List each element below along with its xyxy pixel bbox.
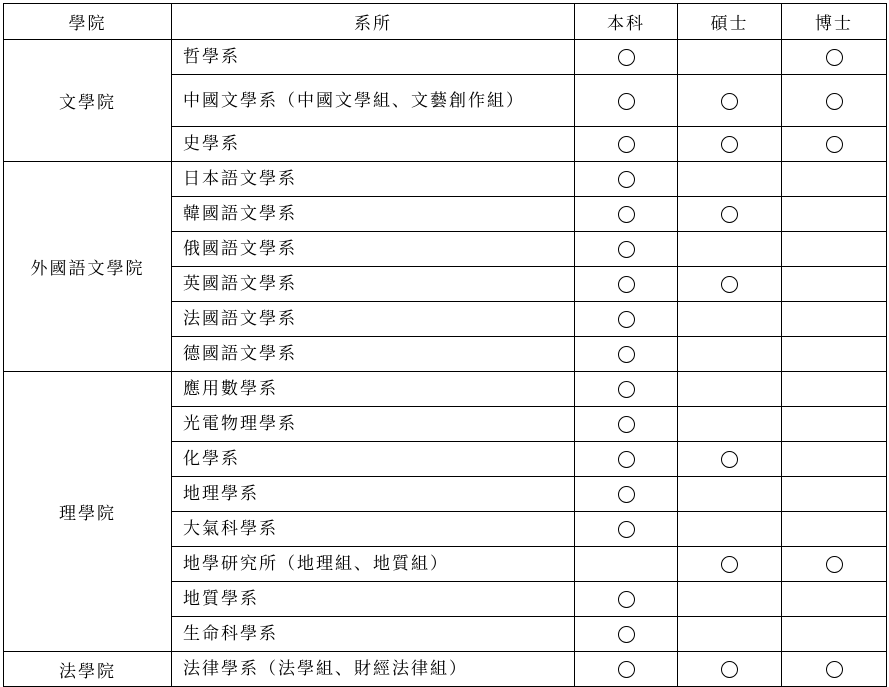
table-body bbox=[4, 40, 887, 687]
offered-circle-icon bbox=[721, 93, 738, 110]
department-name: 地理學系 bbox=[172, 477, 575, 512]
offered-circle-icon bbox=[826, 93, 843, 110]
offered-circle-icon bbox=[618, 591, 635, 608]
bachelor-cell bbox=[575, 40, 678, 75]
department-name: 韓國語文學系 bbox=[172, 197, 575, 232]
offered-circle-icon bbox=[618, 451, 635, 468]
offered-circle-icon bbox=[721, 206, 738, 223]
bachelor-cell bbox=[575, 232, 678, 267]
bachelor-cell bbox=[575, 512, 678, 547]
table-row bbox=[4, 652, 887, 687]
department-name: 地質學系 bbox=[172, 582, 575, 617]
offered-circle-icon bbox=[826, 49, 843, 66]
doctor-cell bbox=[782, 442, 887, 477]
doctor-cell bbox=[782, 617, 887, 652]
offered-circle-icon bbox=[618, 276, 635, 293]
master-cell bbox=[678, 547, 782, 582]
programs-table bbox=[3, 3, 887, 687]
doctor-cell bbox=[782, 547, 887, 582]
doctor-cell bbox=[782, 267, 887, 302]
master-cell bbox=[678, 302, 782, 337]
doctor-cell bbox=[782, 407, 887, 442]
doctor-cell bbox=[782, 127, 887, 162]
doctor-cell bbox=[782, 162, 887, 197]
doctor-cell bbox=[782, 337, 887, 372]
master-cell bbox=[678, 162, 782, 197]
department-name: 法律學系（法學組、財經法律組） bbox=[172, 652, 575, 687]
offered-circle-icon bbox=[618, 381, 635, 398]
offered-circle-icon bbox=[826, 136, 843, 153]
department-name: 生命科學系 bbox=[172, 617, 575, 652]
master-cell bbox=[678, 337, 782, 372]
offered-circle-icon bbox=[618, 93, 635, 110]
department-name: 大氣科學系 bbox=[172, 512, 575, 547]
bachelor-cell bbox=[575, 477, 678, 512]
master-cell bbox=[678, 232, 782, 267]
offered-circle-icon bbox=[721, 451, 738, 468]
bachelor-cell bbox=[575, 337, 678, 372]
master-cell bbox=[678, 407, 782, 442]
department-name: 化學系 bbox=[172, 442, 575, 477]
master-cell bbox=[678, 267, 782, 302]
master-cell bbox=[678, 442, 782, 477]
college-name: 外國語文學院 bbox=[4, 162, 172, 372]
offered-circle-icon bbox=[826, 556, 843, 573]
master-cell bbox=[678, 477, 782, 512]
bachelor-cell bbox=[575, 162, 678, 197]
offered-circle-icon bbox=[618, 416, 635, 433]
offered-circle-icon bbox=[826, 661, 843, 678]
offered-circle-icon bbox=[618, 241, 635, 258]
offered-circle-icon bbox=[618, 486, 635, 503]
offered-circle-icon bbox=[618, 311, 635, 328]
doctor-cell bbox=[782, 232, 887, 267]
doctor-cell bbox=[782, 477, 887, 512]
department-name: 法國語文學系 bbox=[172, 302, 575, 337]
bachelor-cell bbox=[575, 372, 678, 407]
doctor-cell bbox=[782, 652, 887, 687]
header-doctor: 博士 bbox=[782, 4, 887, 40]
doctor-cell bbox=[782, 197, 887, 232]
table-row bbox=[4, 372, 887, 407]
master-cell bbox=[678, 582, 782, 617]
department-name: 德國語文學系 bbox=[172, 337, 575, 372]
header-department: 系所 bbox=[172, 4, 575, 40]
offered-circle-icon bbox=[618, 206, 635, 223]
doctor-cell bbox=[782, 512, 887, 547]
bachelor-cell bbox=[575, 267, 678, 302]
college-name: 理學院 bbox=[4, 372, 172, 652]
doctor-cell bbox=[782, 75, 887, 127]
offered-circle-icon bbox=[721, 661, 738, 678]
master-cell bbox=[678, 40, 782, 75]
bachelor-cell bbox=[575, 407, 678, 442]
offered-circle-icon bbox=[721, 276, 738, 293]
table-row bbox=[4, 162, 887, 197]
header-college: 學院 bbox=[4, 4, 172, 40]
department-name: 中國文學系（中國文學組、文藝創作組） bbox=[172, 75, 575, 127]
department-name: 哲學系 bbox=[172, 40, 575, 75]
doctor-cell bbox=[782, 302, 887, 337]
offered-circle-icon bbox=[618, 136, 635, 153]
table-row bbox=[4, 40, 887, 75]
master-cell bbox=[678, 652, 782, 687]
department-name: 俄國語文學系 bbox=[172, 232, 575, 267]
header-row bbox=[4, 4, 887, 40]
bachelor-cell bbox=[575, 547, 678, 582]
header-master: 碩士 bbox=[678, 4, 782, 40]
master-cell bbox=[678, 512, 782, 547]
bachelor-cell bbox=[575, 302, 678, 337]
department-name: 應用數學系 bbox=[172, 372, 575, 407]
offered-circle-icon bbox=[618, 626, 635, 643]
master-cell bbox=[678, 372, 782, 407]
offered-circle-icon bbox=[618, 661, 635, 678]
master-cell bbox=[678, 617, 782, 652]
offered-circle-icon bbox=[618, 49, 635, 66]
offered-circle-icon bbox=[618, 171, 635, 188]
department-name: 英國語文學系 bbox=[172, 267, 575, 302]
bachelor-cell bbox=[575, 197, 678, 232]
doctor-cell bbox=[782, 40, 887, 75]
bachelor-cell bbox=[575, 582, 678, 617]
bachelor-cell bbox=[575, 127, 678, 162]
department-name: 日本語文學系 bbox=[172, 162, 575, 197]
doctor-cell bbox=[782, 372, 887, 407]
master-cell bbox=[678, 127, 782, 162]
offered-circle-icon bbox=[721, 136, 738, 153]
bachelor-cell bbox=[575, 75, 678, 127]
offered-circle-icon bbox=[721, 556, 738, 573]
master-cell bbox=[678, 75, 782, 127]
doctor-cell bbox=[782, 582, 887, 617]
master-cell bbox=[678, 197, 782, 232]
department-name: 地學研究所（地理組、地質組） bbox=[172, 547, 575, 582]
bachelor-cell bbox=[575, 442, 678, 477]
department-name: 史學系 bbox=[172, 127, 575, 162]
header-bachelor: 本科 bbox=[575, 4, 678, 40]
offered-circle-icon bbox=[618, 521, 635, 538]
bachelor-cell bbox=[575, 617, 678, 652]
college-name: 文學院 bbox=[4, 40, 172, 162]
department-name: 光電物理學系 bbox=[172, 407, 575, 442]
college-name: 法學院 bbox=[4, 652, 172, 687]
offered-circle-icon bbox=[618, 346, 635, 363]
bachelor-cell bbox=[575, 652, 678, 687]
